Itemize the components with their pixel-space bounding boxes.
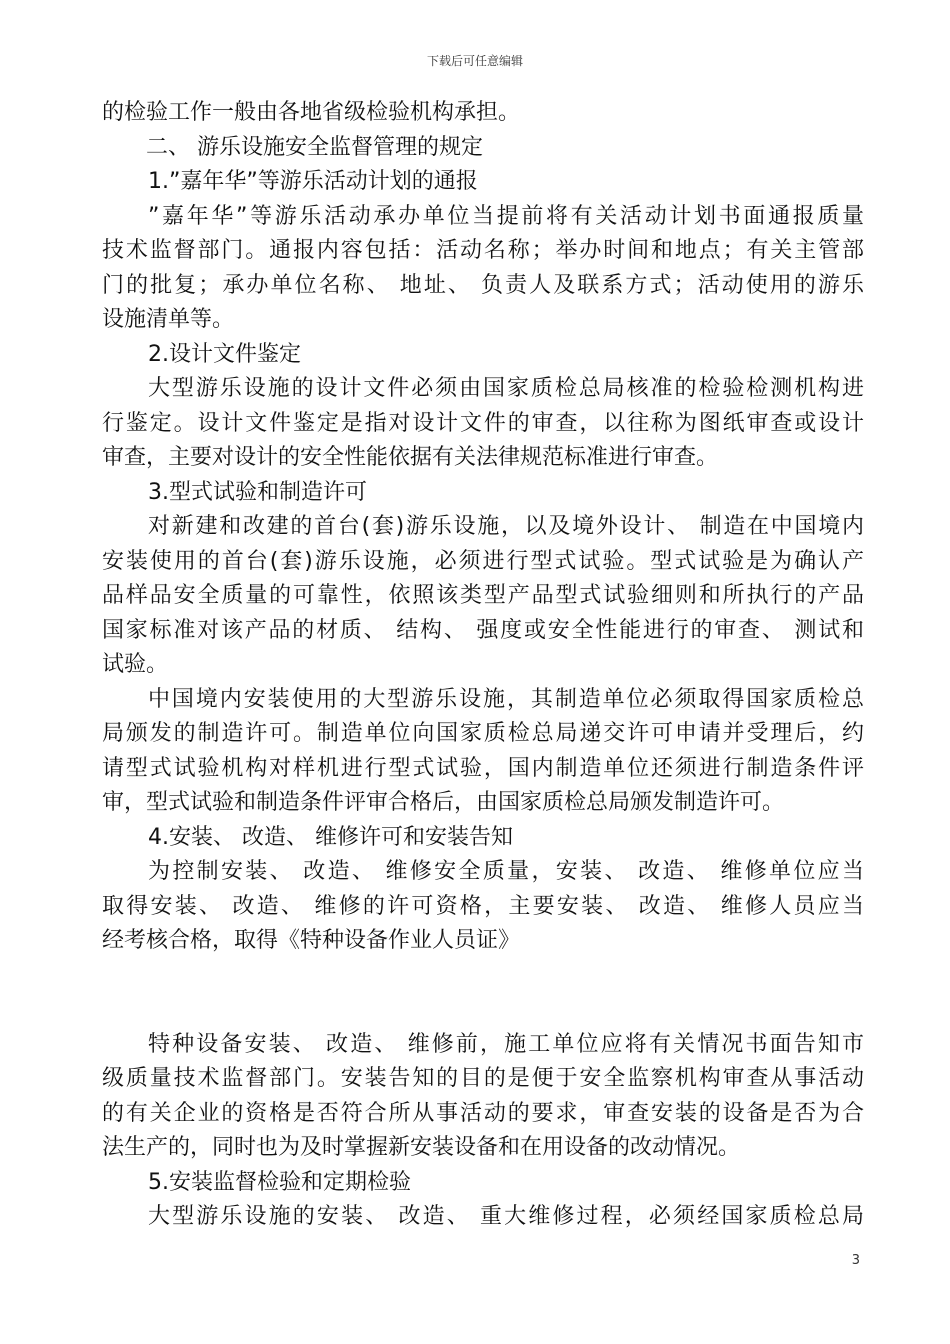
paragraph-line: 级质量技术监督部门。安装告知的目的是便于安全监察机构审查从事活动 [102, 1066, 864, 1091]
paragraph-line: 大型游乐设施的安装、 改造、 重大维修过程，必须经国家质检总局 [148, 1204, 864, 1229]
paragraph-line: 为控制安装、 改造、 维修安全质量，安装、 改造、 维修单位应当 [148, 859, 864, 884]
paragraph-line: 特种设备安装、 改造、 维修前，施工单位应将有关情况书面告知市 [148, 1031, 864, 1057]
paragraph-line: 试验。 [102, 652, 169, 677]
paragraph-line: 对新建和改建的首台(套)游乐设施，以及境外设计、 制造在中国境内 [148, 514, 864, 539]
paragraph-line: 请型式试验机构对样机进行型式试验，国内制造单位还须进行制造条件评 [102, 755, 864, 781]
paragraph-line: 取得安装、 改造、 维修的许可资格，主要安装、 改造、 维修人员应当 [102, 893, 864, 919]
paragraph-line: 法生产的，同时也为及时掌握新安装设备和在用设备的改动情况。 [102, 1135, 741, 1160]
paragraph-line: 门的批复；承办单位名称、 地址、 负责人及联系方式；活动使用的游乐 [102, 272, 864, 298]
paragraph-line: 设施清单等。 [102, 307, 235, 332]
subsection-heading: 2.设计文件鉴定 [148, 341, 301, 367]
text-line: 的检验工作一般由各地省级检验机构承担。 [102, 100, 521, 125]
subsection-heading: 5.安装监督检验和定期检验 [148, 1169, 411, 1195]
paragraph-line: 局颁发的制造许可。制造单位向国家质检总局递交许可申请并受理后，约 [102, 721, 864, 746]
paragraph-line: 品样品安全质量的可靠性，依照该类型产品型式试验细则和所执行的产品 [102, 583, 864, 608]
paragraph-line: 的有关企业的资格是否符合所从事活动的要求，审查安装的设备是否为合 [102, 1100, 864, 1126]
paragraph-line: 技术监督部门。通报内容包括：活动名称；举办时间和地点；有关主管部 [102, 238, 864, 263]
paragraph-line: 安装使用的首台(套)游乐设施，必须进行型式试验。型式试验是为确认产 [102, 548, 864, 574]
subsection-heading: 3.型式试验和制造许可 [148, 479, 367, 505]
section-heading: 二、 游乐设施安全监督管理的规定 [146, 134, 483, 160]
page-number: 3 [851, 1253, 860, 1268]
page-header: 下载后可任意编辑 [426, 54, 523, 68]
paragraph-line: 大型游乐设施的设计文件必须由国家质检总局核准的检验检测机构进 [148, 376, 864, 401]
blank-space [102, 959, 864, 1028]
paragraph-line: 经考核合格，取得《特种设备作业人员证》 [102, 928, 521, 953]
paragraph-line: 审查，主要对设计的安全性能依据有关法律规范标准进行审查。 [102, 445, 719, 470]
subsection-heading: 4.安装、 改造、 维修许可和安装告知 [148, 824, 513, 850]
paragraph-line: 国家标准对该产品的材质、 结构、 强度或安全性能进行的审查、 测试和 [102, 617, 864, 643]
paragraph-line: 中国境内安装使用的大型游乐设施，其制造单位必须取得国家质检总 [148, 686, 864, 712]
paragraph-line: 行鉴定。设计文件鉴定是指对设计文件的审查，以往称为图纸审查或设计 [102, 410, 864, 436]
document-body [102, 96, 864, 1235]
paragraph-line: 审，型式试验和制造条件评审合格后，由国家质检总局颁发制造许可。 [102, 790, 785, 815]
paragraph-line: ”嘉年华”等游乐活动承办单位当提前将有关活动计划书面通报质量 [148, 203, 864, 229]
subsection-heading: 1.”嘉年华”等游乐活动计划的通报 [148, 169, 478, 194]
